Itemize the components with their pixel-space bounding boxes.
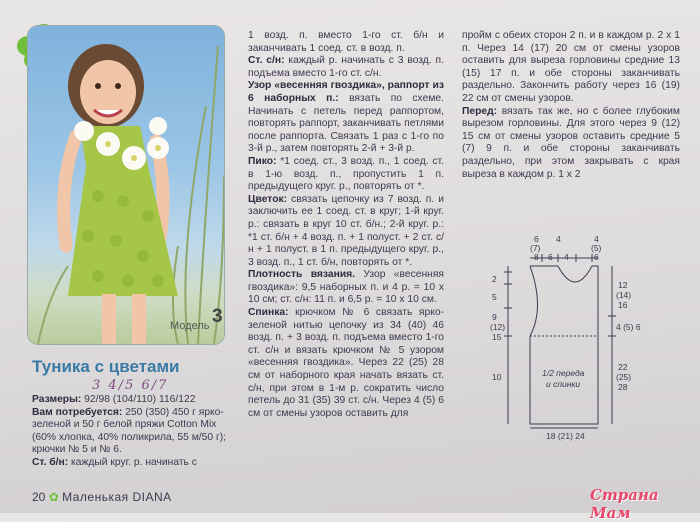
sizes-label: Размеры:: [32, 394, 82, 405]
front-paragraph: [462, 106, 680, 182]
model-number: 3: [212, 306, 223, 327]
dim-top-d3: 6: [594, 252, 599, 262]
diagram-center-1: 1/2 переда: [542, 368, 585, 378]
gauge-paragraph: [248, 269, 444, 307]
page-number: 20: [32, 490, 46, 504]
flower-paragraph: [248, 194, 444, 270]
dim-right-3c: 28: [618, 382, 628, 392]
stb-value: каждый круг. р. начинать с: [68, 456, 197, 468]
stb-paragraph: [32, 457, 232, 470]
gauge-label: Плотность вязания.: [248, 269, 356, 281]
dim-left-2: 5: [492, 292, 497, 302]
back-value: крючком № 6 связать ярко-зеленой нитью цепочку из 34 (40) 46 возд. п. + 3 возд. п. подъема вместо 1-го ст. с/н и вязать крючком № 5 узором «весенняя гвоздика». Через 22 (25) 28 см от наборного края начать вязать ст. с/н, при этом в 1-м р. сократить число петель до 31 (35) 39 ст. с/н. Через 4 (5) 6 см от смены узоров оставить для: [248, 307, 444, 419]
footer: [32, 490, 172, 504]
picot-value: *1 соед. ст., 3 возд. п., 1 соед. ст. в 1-ю возд. п., пропустить 1 п. предыдущего круг. р., повторять от *.: [248, 155, 444, 193]
ssn-value: каждый р. начинать с 3 возд. п. подъема вместо 1-го ст. с/н.: [248, 55, 444, 79]
paragraph: пройм с обеих сторон 2 п. и в каждом р. 2 х 1 п. Через 14 (17) 20 см от смены узоров оставить для выреза горловины средние 13 (15) 17 п. и обе стороны заканчивать раздельно. Закончить работу через 16 (19) 22 см от смены узоров.: [462, 30, 680, 104]
picot-label: Пико:: [248, 155, 277, 167]
front-value: вязать так же, но с более глубоким вырезом горловины. Для этого через 9 (12) 15 см от смены узоров оставить средние 5 (7) 9 п. и обе стороны заканчивать раздельно, при этом закрывать с края выреза в каждом р. 1 х 2: [462, 105, 680, 180]
pattern-value: вязать по схеме. Начинать с петель перед раппортом, повторять раппорт, заканчивать петлями после раппорта. Связать 1 раз с 1-го по 3-й р., затем повторять 2-й + 3-й р.: [248, 92, 444, 155]
dim-top-a2: (7): [530, 243, 541, 253]
dim-top-d2: (5): [591, 243, 602, 253]
dim-top-a3: 8: [534, 252, 539, 262]
sizes-value: 92/98 (104/110) 116/122: [81, 394, 196, 405]
materials-paragraph: [32, 407, 232, 457]
sizes-paragraph: [32, 394, 232, 407]
page-title: Туника с цветами: [32, 357, 180, 376]
paragraph: 1 возд. п. вместо 1-го ст. б/н и заканчивать 1 соед. ст. в возд. п.: [248, 30, 444, 54]
handwritten-sizes: 3 4/5 6/7: [92, 378, 169, 393]
model-label: Модель: [170, 320, 210, 332]
flower-label: Цветок:: [248, 193, 288, 205]
dim-left-3: 9: [492, 312, 497, 322]
watermark: Страна Мам: [590, 486, 659, 522]
back-label: Спинка:: [248, 307, 289, 319]
dim-right-2: 4 (5) 6: [616, 322, 641, 332]
pattern-diagram: [490, 236, 650, 442]
stb-label: Ст. б/н:: [32, 456, 69, 468]
dim-left-3c: 15: [492, 332, 502, 342]
front-label: Перед:: [462, 105, 498, 117]
materials-value: 250 (350) 450 г ярко-зеленой и 50 г белой пряжи Cotton Mix (60% хлопка, 40% поликрила, 55 м/50 г); крючки № 5 и № 6.: [32, 406, 227, 456]
armhole-left: [530, 266, 538, 336]
back-paragraph: [248, 307, 444, 420]
dim-bottom: 18 (21) 24: [546, 431, 585, 441]
ssn-label: Ст. с/н:: [248, 55, 285, 67]
dim-top-d: 4: [594, 236, 599, 244]
dim-top-c: 4: [556, 236, 561, 244]
materials-label: Вам потребуется:: [32, 406, 123, 418]
model-photo: [28, 26, 224, 344]
dim-left-4: 10: [492, 372, 502, 382]
dim-right-1: 12: [618, 280, 628, 290]
diagram-center-2: и спинки: [546, 379, 581, 389]
gauge-value: Узор «весенняя гвоздика»: 9,5 наборных п. и 4 р. = 10 х 10 см; ст. с/н: 11 п. и 6,5 р. = 10 х 10 см.: [248, 269, 444, 306]
pattern-label: Узор «весенняя гвоздика», раппорт из 6 наборных п.:: [248, 80, 444, 104]
dim-top-c-bottom: 4: [564, 252, 569, 262]
dim-right-3: 22: [618, 362, 628, 372]
dim-right-1c: 16: [618, 300, 628, 310]
flower-value: связать цепочку из 7 возд. п. и заключить ее 1 соед. ст. в круг; 1-й круг. р.: связать в круг 10 ст. б/н.; 2-й круг. р.: *1 ст. б/н + 4 возд. п. + 1 полуст. + 2 ст. с/н + 1 полуст. в 1 п. предыдущего круг. р., 3 возд. п., 1 ст. б/н, повторять от *.: [248, 193, 444, 268]
picot-paragraph: [248, 156, 444, 194]
leaf-icon: ✿: [48, 490, 59, 504]
ssn-paragraph: [248, 55, 444, 80]
dim-right-1b: (14): [616, 290, 632, 300]
pattern-paragraph: [248, 80, 444, 156]
dim-left-3b: (12): [490, 322, 506, 332]
middle-column-text: [248, 30, 444, 420]
neckline-curve: [558, 266, 592, 282]
left-column-text: [32, 394, 232, 470]
girl-in-tunic-illustration: [28, 26, 224, 344]
dim-top-b: 6: [548, 252, 553, 262]
dim-left-1: 2: [492, 274, 497, 284]
magazine-brand: Маленькая DIANA: [62, 490, 172, 504]
right-column-text: [462, 30, 680, 181]
dim-right-3b: (25): [616, 372, 632, 382]
dim-top-a: 6: [534, 236, 539, 244]
